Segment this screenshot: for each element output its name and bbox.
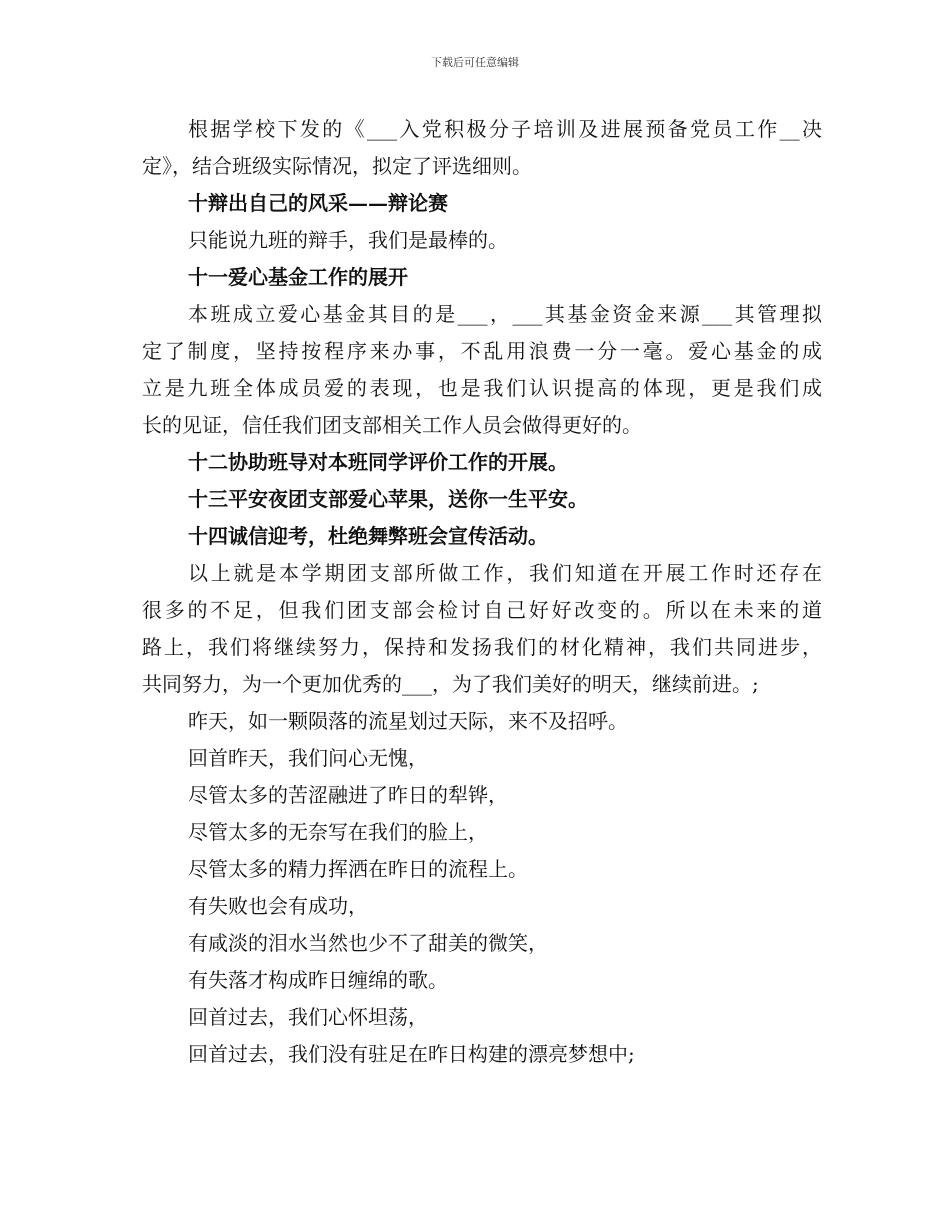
paragraph-line: 回首过去，我们没有驻足在昨日构建的漂亮梦想中; [188, 1042, 635, 1066]
paragraph-line: 只能说九班的辩手，我们是最棒的。 [188, 228, 508, 252]
paragraph-line: 尽管太多的苦涩融进了昨日的犁铧， [188, 783, 508, 807]
section-heading: 十三平安夜团支部爱心苹果，送你一生平安。 [188, 487, 588, 511]
section-heading: 十二协助班导对本班同学评价工作的开展。 [188, 450, 568, 474]
section-heading: 十一爱心基金工作的展开 [188, 265, 408, 289]
paragraph-line: 昨天，如一颗陨落的流星划过天际，来不及招呼。 [188, 709, 628, 733]
section-heading: 十四诚信迎考，杜绝舞弊班会宣传活动。 [188, 524, 548, 548]
paragraph-line: 定了制度，坚持按程序来办事，不乱用浪费一分一毫。爱心基金的成 [142, 339, 822, 363]
paragraph-line: 本班成立爱心基金其目的是___，___其基金资金来源___其管理拟 [188, 302, 822, 326]
paragraph-line: 很多的不足，但我们团支部会检讨自己好好改变的。所以在未来的道 [142, 598, 822, 622]
page-header: 下载后可任意编辑 [431, 56, 519, 69]
paragraph-line: 共同努力，为一个更加优秀的___，为了我们美好的明天，继续前进。; [142, 672, 759, 696]
paragraph-line: 尽管太多的精力挥洒在昨日的流程上。 [188, 857, 528, 881]
paragraph-line: 以上就是本学期团支部所做工作，我们知道在开展工作时还存在 [188, 561, 822, 585]
paragraph-line: 路上，我们将继续努力，保持和发扬我们的材化精神，我们共同进步， [142, 635, 822, 659]
paragraph-line: 尽管太多的无奈写在我们的脸上， [188, 820, 488, 844]
paragraph-line: 回首昨天，我们问心无愧， [188, 746, 428, 770]
paragraph-line: 有失落才构成昨日缠绵的歌。 [188, 968, 448, 992]
paragraph-line: 立是九班全体成员爱的表现，也是我们认识提高的体现，更是我们成 [142, 376, 822, 400]
document-body [142, 111, 822, 1073]
paragraph-line: 有咸淡的泪水当然也少不了甜美的微笑， [188, 931, 548, 955]
section-heading: 十辩出自己的风采——辩论赛 [188, 191, 448, 215]
paragraph-line: 有失败也会有成功， [188, 894, 368, 918]
paragraph-line: 根据学校下发的《___入党积极分子培训及进展预备党员工作__决 [188, 117, 822, 141]
paragraph-line: 长的见证，信任我们团支部相关工作人员会做得更好的。 [142, 413, 642, 437]
paragraph-line: 定》，结合班级实际情况，拟定了评选细则。 [142, 154, 532, 178]
paragraph-line: 回首过去，我们心怀坦荡， [188, 1005, 428, 1029]
